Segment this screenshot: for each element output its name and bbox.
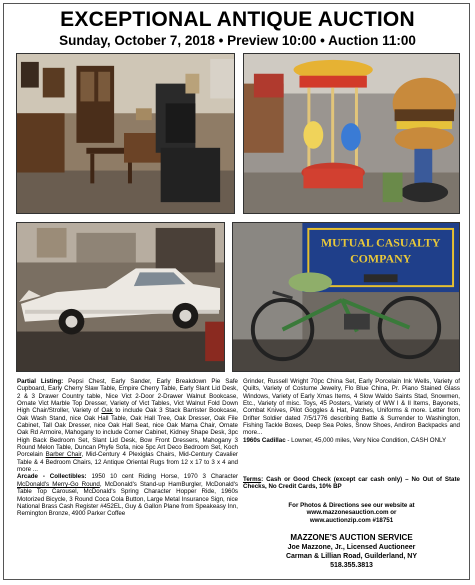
- listing-text-1: Pepsi Chest, Early Sander, Early Breakdown Pie Safe Cupboard, Early Cherry Slaw Table, Empire Cherry Table, Early Slant Lid Desk, 2 & 3 Drawer Country table, Nice Vict 2-Door 2-Drawer Walnut Bookcase, Ornate Vict Marble Top Dresser, Variety of Vict Tables, Vict Walnut Fold Down High Chair/Stroller, Variety of: [17, 378, 238, 415]
- arcade-text-1: 1950 10 cent Riding Horse, 1970 3 Character: [86, 473, 238, 481]
- terms-block: [243, 476, 460, 491]
- barber-chair-highlight: Barber Chair: [45, 451, 82, 459]
- oak-highlight: Oak: [101, 407, 113, 415]
- website-line-2[interactable]: www.auctionzip.com #18751: [309, 516, 394, 524]
- auctioneer-line: Joe Mazzone, Jr., Licensed Auctioneer: [287, 544, 416, 551]
- terms-label: Terms: [243, 476, 262, 483]
- sign-line-2: COMPANY: [350, 251, 412, 266]
- photo-cadillac: [16, 222, 225, 372]
- photos-directions-line: For Photos & Directions see our website at: [288, 502, 415, 509]
- phone-line: 518.355.3813: [330, 562, 373, 569]
- arcade-text-2: , McDonald's Stand-up HamBurgler, McDonald's Table Top Carousel, McDonald's Spring Character Hopper Ride, 1960s Motorized Bicycle, 3 Round Coca Cola Button, Large Metal Insurance Sign, nice National Brass Cash Register #452EL, Guy & Gallon Plane from Speakeasy Inn, Remington Bronze, 4900 Parker Coffee: [17, 480, 238, 518]
- photo-motorized-bicycle: [232, 222, 460, 372]
- listing-right-column: [243, 378, 460, 444]
- company-block: [243, 533, 460, 570]
- ad-subtitle: Sunday, October 7, 2018 • Preview 10:00 • Auction 11:00: [59, 33, 416, 48]
- arcade-heading: Arcade - Collectibles:: [17, 473, 87, 481]
- cadillac-text: - Lowner, 45,000 miles, Very Nice Condition, CASH ONLY: [285, 436, 447, 444]
- website-block: [243, 502, 460, 524]
- cadillac-heading: 1960s Cadillac: [243, 436, 286, 444]
- partial-listing-heading: Partial Listing:: [17, 378, 64, 385]
- company-name: MAZZONE'S AUCTION SERVICE: [290, 533, 413, 542]
- ad-title: EXCEPTIONAL ANTIQUE AUCTION: [60, 8, 415, 31]
- photo-mcdonalds-carousel: [243, 53, 460, 214]
- listing-text-2: to include Oak 3 Stack Barrister Bookcase, Oak Wash Stand, nice Oak Hall Table, Oak Hall Tree, Oak Dresser, Oak File Cabinet, Tall Oak Dresser, nice Oak Hall Seat, nice Oak Mama Chair, Ornate Oak Rd Armoire, Mahogany to include Corner Cabinet, Kidney Shape Desk, 3pc High Back Bedroom Set, Slant Lid Desk, Bow Front Dressers, Mahogany 3 Round Melon Table, Duncan Phyfe Sofa, nice 5pc Art Deco Bedroom Set, Koch Porcelain: [17, 407, 238, 459]
- terms-text: : Cash or Good Check (except car cash only) – No Out of State Checks, No Credit Cards, 10% BP: [243, 476, 460, 491]
- sign-line-1: MUTUAL CASUALTY: [320, 235, 441, 250]
- mcdonalds-highlight: McDonald's Merry-Go Round: [17, 480, 100, 488]
- website-line-1[interactable]: www.mazzonesauction.com or: [306, 509, 397, 517]
- right-listing-text: Grinder, Russell Wright 70pc China Set, Early Porcelain Ink Wells, Variety of Quilts, Variety of Costume Jewelry, Flo Blue China, Pr. Piano Stained Glass Windows, Variety of Early Xmas Items, 4 Slow Waldo Saints Stad, Snowmen, Etc., Variety of misc. Toys, 45 Posters, Variety of WW I & II Items, Bayonets, Combat Knives, Pilot Goggles & Hat, Patches, Uniforms & more. Letter from Drifter Soldier dated 7/5/1776 describing Battle & Surrender to Washington, Fishing Tackle Boxes, Deep Sea Poles, Snow Shoes, Andiron Backpacks and more...: [243, 378, 460, 437]
- photo-furniture-room: [16, 53, 235, 214]
- listing-text-3: , Mid-Century 4 Plexiglas Chairs, Mid-Century Cavalier Table & 4 Bedroom Chairs, 12 Antique Oriental Rugs from 12 x 17 to 3 x 4 and more ...: [17, 451, 238, 474]
- listing-left-column: [17, 378, 238, 518]
- address-line: Carman & Lillian Road, Guilderland, NY: [285, 553, 418, 560]
